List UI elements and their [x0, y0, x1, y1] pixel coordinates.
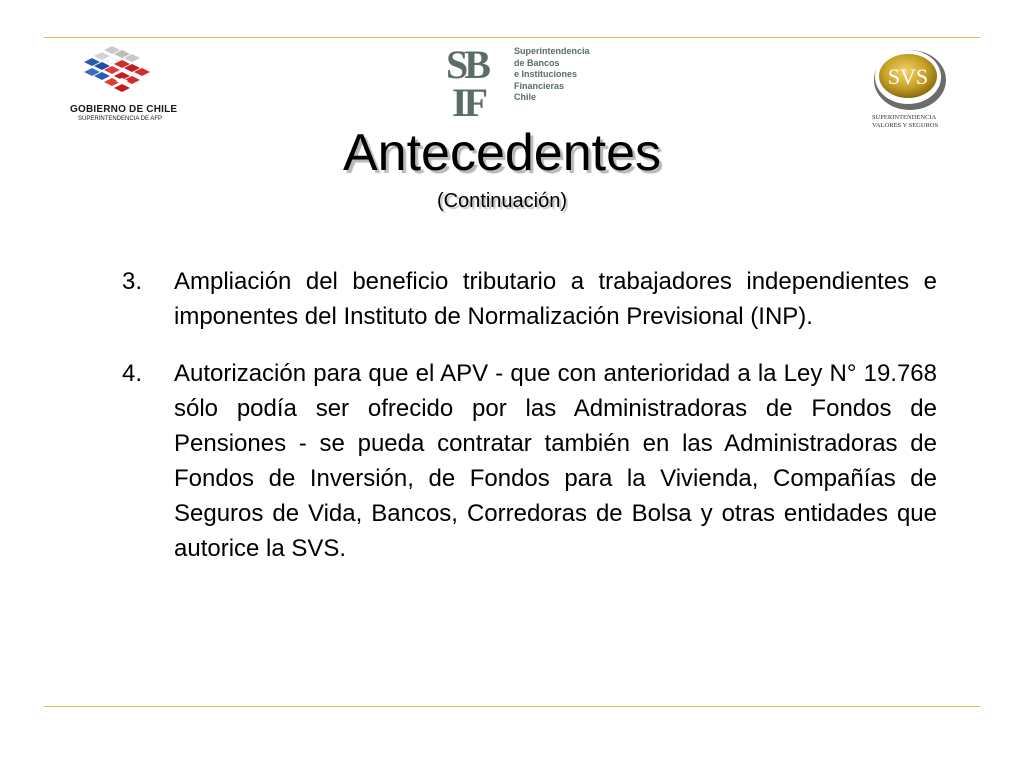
- gobierno-de-chile-logo: [62, 44, 182, 128]
- top-divider: [44, 37, 980, 38]
- sbif-logo: [444, 44, 590, 120]
- sbif-caption-line: e Instituciones: [514, 69, 578, 79]
- slide-subtitle: (Continuación): [436, 190, 568, 212]
- svg-text:IF: IF: [452, 80, 484, 120]
- sbif-caption-line: Superintendencia: [514, 46, 590, 56]
- list-item-text: Autorización para que el APV - que con anterioridad a la Ley N° 19.768 sólo podía ser ofrecido por las Administradoras de Fondos de Pensiones - se pueda contratar también en las Administradoras de Fondos de Inversión, de Fondos para la Vivienda, Compañías de Seguros de Vida, Bancos, Corredoras de Bolsa y otras entidades que autorice la SVS.: [174, 360, 937, 562]
- gobierno-cubes-icon: [62, 44, 182, 104]
- svg-text:SVS: SVS: [887, 64, 929, 89]
- svs-caption-line: VALORES Y SEGUROS: [872, 122, 939, 129]
- gobierno-subtitle: SUPERINTENDENCIA DE AFP: [78, 116, 163, 122]
- sbif-caption-line: Chile: [514, 92, 537, 102]
- list-item: [122, 264, 937, 334]
- sbif-mark-icon: [444, 44, 510, 120]
- numbered-list: [122, 264, 937, 588]
- sbif-caption: [514, 46, 590, 104]
- svs-emblem-icon: [870, 42, 954, 112]
- list-item: [122, 356, 937, 566]
- gobierno-title: GOBIERNO DE CHILE: [70, 104, 178, 115]
- list-item-number: 4.: [122, 360, 143, 387]
- slide-title: Antecedentes: [342, 124, 662, 182]
- svs-caption-line: SUPERINTENDENCIA: [872, 114, 937, 121]
- list-item-number: 3.: [122, 268, 143, 295]
- svs-logo: [870, 42, 954, 130]
- list-item-text: Ampliación del beneficio tributario a trabajadores independientes e imponentes del Instituto de Normalización Previsional (INP).: [174, 268, 937, 330]
- bottom-divider: [44, 706, 980, 707]
- sbif-caption-line: de Bancos: [514, 57, 560, 68]
- sbif-caption-line: Financieras: [514, 80, 565, 91]
- svg-text:SB: SB: [446, 44, 487, 87]
